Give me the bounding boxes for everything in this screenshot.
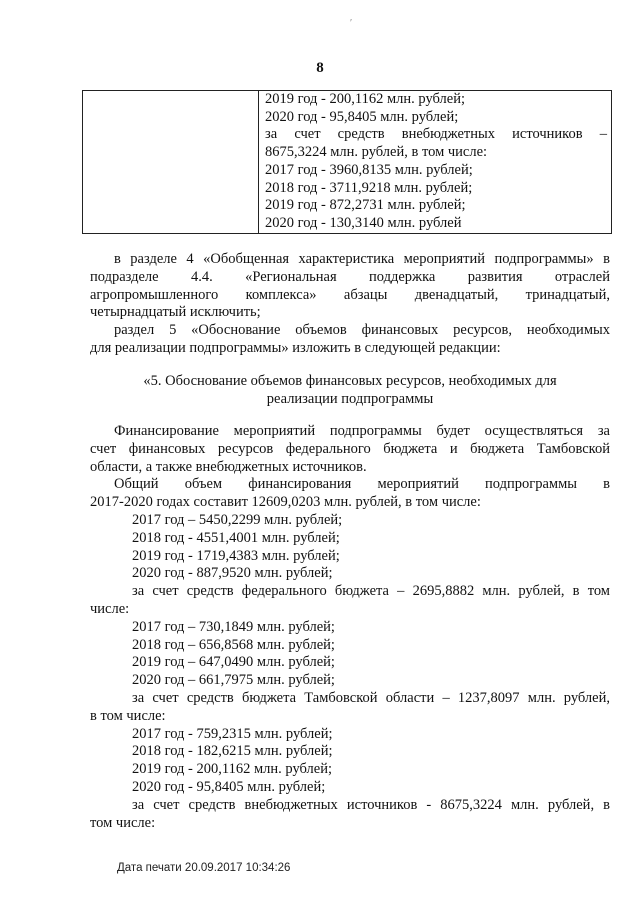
section-title <box>90 373 610 409</box>
text-line: за счет средств внебюджетных источников - 8675,3224 млн. рублей, в <box>132 796 610 813</box>
financing-table <box>82 90 612 234</box>
year-line: 2018 год - 4551,4001 млн. рублей; <box>132 529 340 546</box>
text-line: области, а также внебюджетных источников. <box>90 458 367 475</box>
section-title-line: «5. Обоснование объемов финансовых ресурсов, необходимых для <box>143 373 557 389</box>
year-line: 2020 год - 95,8405 млн. рублей; <box>132 778 326 795</box>
text-line: Финансирование мероприятий подпрограммы будет осуществляться за <box>114 423 610 439</box>
scan-mark: ′ <box>350 18 353 29</box>
text-line: агропромышленного комплекса» абзацы двенадцатый, тринадцатый, <box>90 286 610 303</box>
year-line: 2017 год - 759,2315 млн. рублей; <box>132 725 333 742</box>
text-line: в том числе: <box>90 707 166 724</box>
year-line: 2017 год – 730,1849 млн. рублей; <box>132 618 335 635</box>
text-line: числе: <box>90 600 130 617</box>
text-line: том числе: <box>90 814 156 831</box>
text-line: 2017-2020 годах составит 12609,0203 млн. рублей, в том числе: <box>90 494 481 511</box>
table-line: 8675,3224 млн. рублей, в том числе: <box>265 144 488 161</box>
table-left-cell <box>83 91 259 234</box>
text-line: за счет средств федерального бюджета – 2695,8882 млн. рублей, в том <box>132 583 610 600</box>
table-line: 2017 год - 3960,8135 млн. рублей; <box>265 161 473 178</box>
table-line: 2019 год - 200,1162 млн. рублей; <box>265 91 465 107</box>
text-line: Общий объем финансирования мероприятий подпрограммы в <box>114 476 610 493</box>
table-line: 2018 год - 3711,9218 млн. рублей; <box>265 179 473 196</box>
section-title-line: реализации подпрограммы <box>266 390 434 407</box>
table-line: 2019 год - 872,2731 млн. рублей; <box>265 197 466 214</box>
year-line: 2020 год - 887,9520 млн. рублей; <box>132 565 333 582</box>
text-line: раздел 5 «Обоснование объемов финансовых ресурсов, необходимых <box>114 322 610 339</box>
table-line: 2020 год - 130,3140 млн. рублей <box>265 214 462 231</box>
text-line: за счет средств бюджета Тамбовской области – 1237,8097 млн. рублей, <box>132 689 610 706</box>
amendment-paragraphs <box>90 251 610 358</box>
text-line: четырнадцатый исключить; <box>90 304 261 321</box>
text-line: счет финансовых ресурсов федерального бюджета и бюджета Тамбовской <box>90 440 610 457</box>
year-line: 2019 год - 200,1162 млн. рублей; <box>132 761 332 778</box>
section-body <box>90 423 610 832</box>
table-row <box>83 91 612 234</box>
text-line: в разделе 4 «Обобщенная характеристика мероприятий подпрограммы» в <box>114 251 610 267</box>
table-right-cell <box>259 91 612 234</box>
year-line: 2019 год - 1719,4383 млн. рублей; <box>132 547 340 564</box>
year-line: 2020 год – 661,7975 млн. рублей; <box>132 672 335 689</box>
table-line: 2020 год - 95,8405 млн. рублей; <box>265 108 459 125</box>
text-line: подразделе 4.4. «Региональная поддержка развития отраслей <box>90 268 610 285</box>
text-line: для реализации подпрограммы» изложить в следующей редакции: <box>90 339 501 356</box>
year-line: 2019 год – 647,0490 млн. рублей; <box>132 654 335 671</box>
year-line: 2018 год - 182,6215 млн. рублей; <box>132 743 333 760</box>
year-line: 2018 год – 656,8568 млн. рублей; <box>132 636 335 653</box>
table-line: за счет средств внебюджетных источников – <box>265 126 607 143</box>
page-number: 8 <box>316 60 324 76</box>
year-line: 2017 год – 5450,2299 млн. рублей; <box>132 511 343 528</box>
print-date-footer: Дата печати 20.09.2017 10:34:26 <box>117 862 291 874</box>
